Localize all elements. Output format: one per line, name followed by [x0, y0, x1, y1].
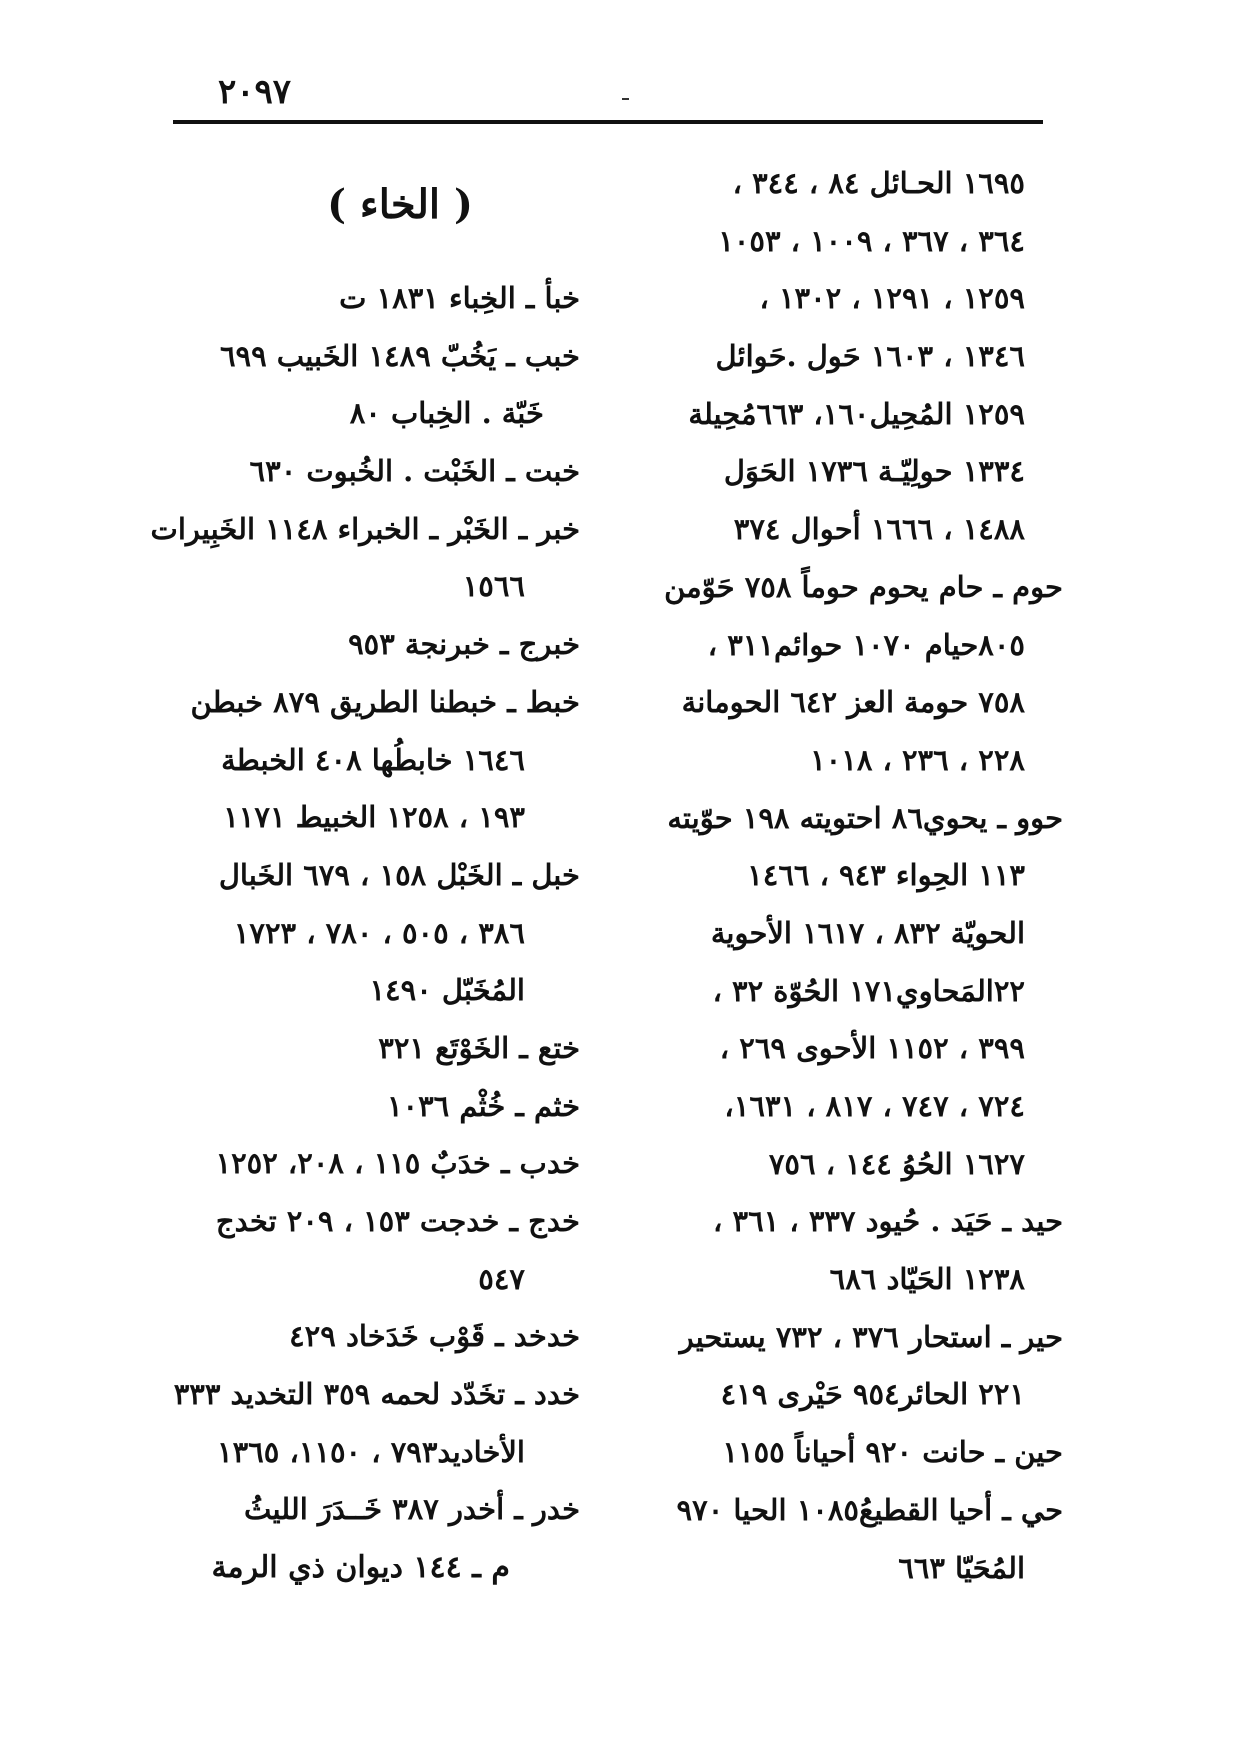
- header-mark: [622, 98, 629, 100]
- index-entry-head: خبأ ـ الخِباء ١٨٣١ ت: [339, 281, 580, 315]
- index-entry-head: حوو ـ يحوي٨٦ احتويته ١٩٨ حوّيته: [667, 800, 1063, 835]
- index-line: ١٦٩٥ الحـائل ٨٤ ، ٣٤٤ ،: [732, 166, 1025, 200]
- section-title: ( الخاء ): [327, 181, 473, 228]
- index-line: ١١٣ الحِواء ٩٤٣ ، ١٤٦٦: [747, 858, 1025, 893]
- index-line: ٣٦٤ ، ٣٦٧ ، ١٠٠٩ ، ١٠٥٣: [718, 223, 1025, 258]
- index-entry-head: حيد ـ حَيَد . حُيود ٣٣٧ ، ٣٦١ ،: [713, 1204, 1063, 1239]
- index-entry-head: حوم ـ حام يحوم حوماً ٧٥٨ حَوّمن: [664, 569, 1063, 604]
- index-line: ١٦٤٦ خابطُها ٤٠٨ الخبطة: [221, 742, 525, 777]
- index-entry-head: خثم ـ خُثْم ١٠٣٦: [386, 1088, 580, 1123]
- index-line: ٢٢٨ ، ٢٣٦ ، ١٠١٨: [810, 742, 1025, 777]
- index-line: المُخَبّل ١٤٩٠: [369, 973, 525, 1008]
- index-entry-head: خدب ـ خدَبٌ ١١٥ ، ٢٠٨، ١٢٥٢: [215, 1146, 580, 1181]
- index-line: الحويّة ٨٣٢ ، ١٦١٧ الأحوية: [710, 915, 1025, 950]
- index-line: خَبّة . الخِباب ٨٠: [349, 396, 544, 431]
- index-line: ١٣٤٦ ، ١٦٠٣ حَول .حَوائل: [715, 339, 1025, 374]
- index-line: ٣٩٩ ، ١١٥٢ الأحوى ٢٦٩ ،: [719, 1031, 1025, 1066]
- index-line: ٧٢٤ ، ٧٤٧ ، ٨١٧ ، ١٦٣١،: [724, 1089, 1025, 1123]
- index-line: ١٥٦٦: [462, 569, 525, 604]
- index-line: ١٢٣٨ الحَيّاد ٦٨٦: [829, 1262, 1025, 1297]
- index-entry-head: خدج ـ خدجت ١٥٣ ، ٢٠٩ تخدج: [215, 1204, 580, 1238]
- index-entry-head: خبل ـ الخَبْل ١٥٨ ، ٦٧٩ الخَبال: [218, 857, 580, 892]
- index-line: ٣٨٦ ، ٥٠٥ ، ٧٨٠ ، ١٧٢٣: [233, 915, 525, 950]
- index-line: ٢٢١ الحائر٩٥٤ حَيْرى ٤١٩: [720, 1377, 1025, 1412]
- index-entry-head: خبت ـ الخَبْت . الخُبوت ٦٣٠: [249, 454, 580, 489]
- index-line: ١٢٥٩ المُحِيل١٦٠، ٦٦٣مُحِيلة: [688, 396, 1025, 431]
- index-entry-head: ختع ـ الخَوْتَع ٣٢١: [378, 1030, 580, 1065]
- index-line: ١٢٥٩ ، ١٢٩١ ، ١٣٠٢ ،: [759, 281, 1025, 316]
- index-line: الأخاديد٧٩٣ ، ١١٥٠، ١٣٦٥: [217, 1434, 525, 1469]
- index-line: ٢٢المَحاوي١٧١ الحُوّة ٣٢ ،: [712, 973, 1025, 1008]
- index-entry-head: حين ـ حانت ٩٢٠ أحياناً ١١٥٥: [722, 1435, 1063, 1470]
- index-line: ١٤٨٨ ، ١٦٦٦ أحوال ٣٧٤: [733, 512, 1025, 547]
- index-line: ١٣٣٤ حولِيّـة ١٧٣٦ الحَوَل: [723, 454, 1025, 489]
- header-rule: [173, 120, 1043, 124]
- index-entry-head: خدر ـ أخدر ٣٨٧ خَــدَرَ الليثُ: [244, 1492, 580, 1527]
- page-number: ٢٠٩٧: [218, 72, 292, 112]
- index-entry-head: حير ـ استحار ٣٧٦ ، ٧٣٢ يستحير: [679, 1319, 1063, 1354]
- index-line: ٥٤٧: [478, 1261, 525, 1296]
- index-line: ١٦٢٧ الحُوُ ١٤٤ ، ٧٥٦: [768, 1146, 1025, 1181]
- index-entry-head: خبر ـ الخَبْر ـ الخبراء ١١٤٨ الخَبِيرات: [150, 511, 580, 546]
- index-entry-head: خبرج ـ خبرنجة ٩٥٣: [348, 627, 580, 662]
- index-line: المُحَيّا ٦٦٣: [898, 1550, 1025, 1585]
- footer-signature: م ـ ١٤٤ ديوان ذي الرمة: [211, 1550, 510, 1586]
- index-line: ٧٥٨ حومة العز ٦٤٢ الحومانة: [681, 685, 1025, 720]
- left-column: [150, 155, 580, 1597]
- index-line: ٨٠٥حيام ١٠٧٠ حوائم٣١١ ،: [707, 627, 1025, 662]
- index-entry-head: خبب ـ يَخُبّ ١٤٨٩ الخَبيب ٦٩٩: [219, 338, 580, 373]
- index-entry-head: خدد ـ تخَدّد لحمه ٣٥٩ التخديد ٣٣٣: [173, 1377, 580, 1412]
- right-column: [625, 155, 1063, 1597]
- index-line: ١٩٣ ، ١٢٥٨ الخبيط ١١٧١: [223, 800, 525, 835]
- index-entry-head: خبط ـ خبطنا الطريق ٨٧٩ خبطن: [190, 684, 580, 719]
- index-entry-head: خدخد ـ قَوْب خَدَخاد ٤٢٩: [289, 1319, 580, 1354]
- index-entry-head: حي ـ أحيا القطيعُ١٠٨٥ الحيا ٩٧٠: [676, 1492, 1063, 1527]
